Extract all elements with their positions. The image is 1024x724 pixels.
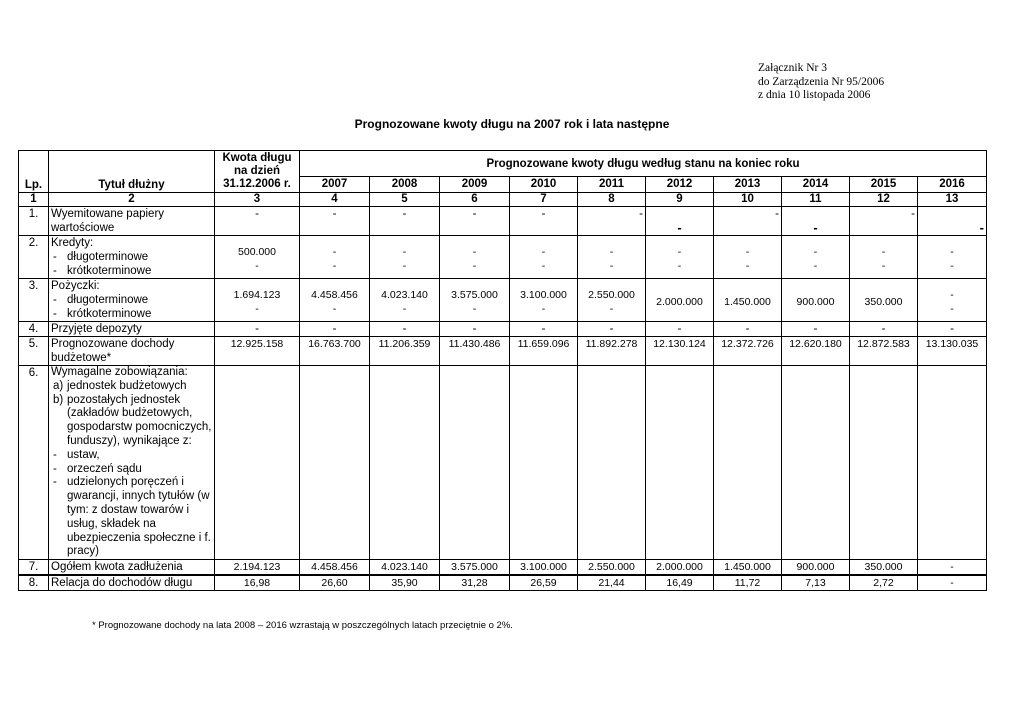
row-5-value: 16.763.700 bbox=[300, 337, 370, 366]
row-4-value: - bbox=[300, 322, 370, 337]
row-2-value-cell bbox=[510, 236, 578, 279]
row-3-value-2: - bbox=[255, 302, 259, 315]
row-1-title: Wyemitowane papiery wartościowe bbox=[49, 207, 215, 236]
row-3-value-1: 350.000 bbox=[864, 295, 903, 308]
row-7-value: 3.100.000 bbox=[510, 560, 578, 576]
row-7-value: - bbox=[918, 560, 987, 576]
row-2-value-1: - bbox=[609, 245, 614, 258]
row-2-value-2: - bbox=[255, 259, 259, 272]
row-6-value-cell bbox=[714, 366, 782, 560]
row-6-item-d2: orzeczeń sądu bbox=[67, 462, 142, 475]
row-3-value-1: 3.100.000 bbox=[520, 288, 567, 301]
row-2-value-cell bbox=[300, 236, 370, 279]
row-2-value-1: - bbox=[881, 245, 886, 258]
table-row-4 bbox=[19, 322, 987, 337]
row-3-value-2: - bbox=[332, 302, 337, 315]
row-2-value-2: - bbox=[402, 259, 407, 272]
row-6-value-cell bbox=[370, 366, 440, 560]
table-row-3 bbox=[19, 279, 987, 322]
row-3-value-2: - bbox=[541, 302, 546, 315]
row-3-value-cell bbox=[578, 279, 646, 322]
row-7-lp: 7. bbox=[19, 560, 49, 576]
row-4-value: - bbox=[215, 322, 300, 337]
column-number: 3 bbox=[215, 193, 300, 207]
row-5-lp: 5. bbox=[19, 337, 49, 366]
row-5-title: Prognozowane dochody budżetowe* bbox=[49, 337, 215, 366]
bullet-dash: - bbox=[53, 308, 57, 320]
row-3-value-cell bbox=[440, 279, 510, 322]
table-row-6 bbox=[19, 366, 987, 560]
row-8-value: 26,60 bbox=[300, 575, 370, 591]
bullet-dash: - bbox=[53, 265, 57, 277]
row-3-value-cell bbox=[918, 279, 987, 322]
row-4-value: - bbox=[510, 322, 578, 337]
column-number-row bbox=[19, 193, 987, 207]
row-2-value-1: - bbox=[677, 245, 682, 258]
year-header: 2011 bbox=[578, 177, 646, 193]
table-row-1 bbox=[19, 207, 987, 236]
row-4-value: - bbox=[850, 322, 918, 337]
row-8-title: Relacja do dochodów długu bbox=[49, 575, 215, 591]
row-8-lp: 8. bbox=[19, 575, 49, 591]
row-8-value: - bbox=[918, 575, 987, 591]
row-3-value-1: 1.694.123 bbox=[233, 288, 281, 301]
row-1-value: - bbox=[510, 207, 578, 236]
year-header: 2012 bbox=[646, 177, 714, 193]
row-3-value-2: - bbox=[472, 302, 477, 315]
row-6-item-b: pozostałych jednostek (zakładów budżetowych, gospodarstw pomocniczych, funduszy), wynikające z: bbox=[67, 393, 212, 447]
row-2-value-cell bbox=[918, 236, 987, 279]
row-4-value: - bbox=[370, 322, 440, 337]
header-title: Tytuł dłużny bbox=[49, 151, 215, 193]
row-5-value: 12.130.124 bbox=[646, 337, 714, 366]
row-1-value: - bbox=[850, 207, 918, 236]
row-5-value: 12.372.726 bbox=[714, 337, 782, 366]
row-6-title-cell bbox=[49, 366, 215, 560]
row-1-value: - bbox=[215, 207, 300, 236]
row-5-value: 11.206.359 bbox=[370, 337, 440, 366]
row-3-title: Pożyczki: bbox=[51, 280, 100, 292]
row-4-lp: 4. bbox=[19, 322, 49, 337]
header-lp: Lp. bbox=[19, 151, 49, 193]
row-6-value-cell bbox=[782, 366, 850, 560]
row-8-value: 21,44 bbox=[578, 575, 646, 591]
row-6-item-d3: udzielonych poręczeń i gwarancji, innych tytułów (w tym: z dostaw towarów i usług, składek na ubezpieczenia społeczne i f. pracy) bbox=[67, 476, 211, 558]
row-2-value-2: - bbox=[472, 259, 477, 272]
row-2-value-2: - bbox=[332, 259, 337, 272]
row-7-value: 3.575.000 bbox=[440, 560, 510, 576]
row-3-value-1: 1.450.000 bbox=[724, 295, 771, 308]
row-4-value: - bbox=[714, 322, 782, 337]
row-4-value: - bbox=[578, 322, 646, 337]
column-number: 10 bbox=[714, 193, 782, 207]
row-8-value: 31,28 bbox=[440, 575, 510, 591]
year-header: 2014 bbox=[782, 177, 850, 193]
row-1-lp: 1. bbox=[19, 207, 49, 236]
footnote: * Prognozowane dochody na lata 2008 – 2016 wzrastają w poszczególnych latach przeciętnie o 2%. bbox=[92, 620, 513, 631]
row-7-value: 350.000 bbox=[850, 560, 918, 576]
row-6-value-cell bbox=[300, 366, 370, 560]
table-row-8 bbox=[19, 575, 987, 591]
row-3-value-1: 2.550.000 bbox=[588, 288, 635, 301]
row-2-value-1: - bbox=[745, 245, 750, 258]
row-6-marker-b: b) bbox=[53, 393, 64, 406]
row-4-value: - bbox=[782, 322, 850, 337]
row-3-value-cell bbox=[714, 279, 782, 322]
column-number: 1 bbox=[19, 193, 49, 207]
column-number: 9 bbox=[646, 193, 714, 207]
row-2-value-cell bbox=[782, 236, 850, 279]
column-number: 2 bbox=[49, 193, 215, 207]
annex-line-1: Załącznik Nr 3 bbox=[758, 62, 827, 74]
row-8-value: 7,13 bbox=[782, 575, 850, 591]
row-3-value-1: 4.458.456 bbox=[311, 288, 358, 301]
row-2-value-1: 500.000 bbox=[238, 245, 276, 258]
row-2-value-cell bbox=[215, 236, 300, 279]
row-5-value: 12.620.180 bbox=[782, 337, 850, 366]
row-1-value: - bbox=[714, 207, 782, 236]
row-5-value: 12.872.583 bbox=[850, 337, 918, 366]
row-1-value: - bbox=[578, 207, 646, 236]
bullet-dash: - bbox=[53, 448, 57, 461]
row-8-value: 16,49 bbox=[646, 575, 714, 591]
row-3-value-1: 4.023.140 bbox=[381, 288, 428, 301]
row-2-value-cell bbox=[440, 236, 510, 279]
row-1-value: - bbox=[782, 207, 850, 236]
row-3-sub-1: długoterminowe bbox=[67, 294, 149, 306]
column-number: 11 bbox=[782, 193, 850, 207]
row-2-value-cell bbox=[370, 236, 440, 279]
row-6-value-cell bbox=[918, 366, 987, 560]
row-3-value-1: - bbox=[950, 288, 954, 301]
row-3-value-cell bbox=[215, 279, 300, 322]
year-header: 2013 bbox=[714, 177, 782, 193]
column-number: 6 bbox=[440, 193, 510, 207]
row-2-value-1: - bbox=[402, 245, 407, 258]
row-8-value: 2,72 bbox=[850, 575, 918, 591]
row-8-value: 35,90 bbox=[370, 575, 440, 591]
row-2-value-cell bbox=[646, 236, 714, 279]
row-2-value-cell bbox=[714, 236, 782, 279]
row-3-value-2: - bbox=[950, 302, 954, 315]
row-2-value-2: - bbox=[813, 259, 818, 272]
row-1-value: - bbox=[370, 207, 440, 236]
row-2-title: Kredyty: bbox=[51, 237, 94, 249]
annex-line-3: z dnia 10 listopada 2006 bbox=[758, 89, 871, 101]
column-number: 4 bbox=[300, 193, 370, 207]
row-1-value: - bbox=[300, 207, 370, 236]
row-2-value-1: - bbox=[950, 245, 954, 258]
row-3-lp: 3. bbox=[19, 279, 49, 322]
row-1-value: - bbox=[440, 207, 510, 236]
row-2-value-2: - bbox=[541, 259, 546, 272]
row-2-value-2: - bbox=[609, 259, 614, 272]
year-header: 2007 bbox=[300, 177, 370, 193]
row-6-title: Wymagalne zobowiązania: bbox=[51, 366, 188, 378]
row-6-value-cell bbox=[440, 366, 510, 560]
row-2-value-2: - bbox=[881, 259, 886, 272]
annex-line-2: do Zarządzenia Nr 95/2006 bbox=[758, 75, 885, 88]
row-7-value: 2.000.000 bbox=[646, 560, 714, 576]
row-5-value: 12.925.158 bbox=[215, 337, 300, 366]
column-number: 7 bbox=[510, 193, 578, 207]
row-3-value-2: - bbox=[402, 302, 407, 315]
table-row-2 bbox=[19, 236, 987, 279]
year-header: 2009 bbox=[440, 177, 510, 193]
year-header: 2015 bbox=[850, 177, 918, 193]
row-7-title: Ogółem kwota zadłużenia bbox=[49, 560, 215, 576]
row-2-title-cell bbox=[49, 236, 215, 279]
header-amount: Kwota długu na dzień 31.12.2006 r. bbox=[215, 151, 300, 193]
row-8-value: 26,59 bbox=[510, 575, 578, 591]
row-3-value-cell bbox=[370, 279, 440, 322]
row-2-value-1: - bbox=[541, 245, 546, 258]
bullet-dash: - bbox=[53, 462, 57, 475]
year-header: 2016 bbox=[918, 177, 987, 193]
column-number: 5 bbox=[370, 193, 440, 207]
row-8-value: 16,98 bbox=[215, 575, 300, 591]
row-6-value-cell bbox=[646, 366, 714, 560]
row-6-value-cell bbox=[510, 366, 578, 560]
bullet-dash: - bbox=[53, 251, 57, 263]
bullet-dash: - bbox=[53, 476, 57, 489]
row-2-value-1: - bbox=[472, 245, 477, 258]
row-5-value: 11.892.278 bbox=[578, 337, 646, 366]
row-7-value: 1.450.000 bbox=[714, 560, 782, 576]
row-6-marker-a: a) bbox=[53, 379, 64, 392]
row-6-value-cell bbox=[850, 366, 918, 560]
row-7-value: 4.458.456 bbox=[300, 560, 370, 576]
row-4-value: - bbox=[440, 322, 510, 337]
row-7-value: 4.023.140 bbox=[370, 560, 440, 576]
row-2-value-1: - bbox=[813, 245, 818, 258]
row-7-value: 2.550.000 bbox=[578, 560, 646, 576]
annex-reference bbox=[758, 62, 884, 103]
row-1-value: - bbox=[918, 207, 987, 236]
row-3-value-1: 900.000 bbox=[796, 295, 835, 308]
row-3-value-1: 2.000.000 bbox=[656, 295, 703, 308]
row-2-sub-1: długoterminowe bbox=[67, 251, 149, 263]
row-5-value: 13.130.035 bbox=[918, 337, 987, 366]
row-3-sub-2: krótkoterminowe bbox=[67, 308, 152, 320]
row-3-value-cell bbox=[850, 279, 918, 322]
row-6-item-d1: ustaw, bbox=[67, 448, 100, 461]
table-row-7 bbox=[19, 560, 987, 576]
table-row-5 bbox=[19, 337, 987, 366]
column-number: 13 bbox=[918, 193, 987, 207]
column-number: 8 bbox=[578, 193, 646, 207]
row-2-lp: 2. bbox=[19, 236, 49, 279]
debt-forecast-table bbox=[18, 150, 987, 591]
year-header: 2008 bbox=[370, 177, 440, 193]
column-number: 12 bbox=[850, 193, 918, 207]
row-1-value: - bbox=[646, 207, 714, 236]
row-5-value: 11.430.486 bbox=[440, 337, 510, 366]
row-6-value-cell bbox=[578, 366, 646, 560]
row-2-value-cell bbox=[850, 236, 918, 279]
row-2-value-cell bbox=[578, 236, 646, 279]
row-3-value-cell bbox=[510, 279, 578, 322]
row-4-value: - bbox=[918, 322, 987, 337]
document-title: Prognozowane kwoty długu na 2007 rok i lata następne bbox=[354, 117, 670, 131]
row-8-value: 11,72 bbox=[714, 575, 782, 591]
row-2-value-2: - bbox=[745, 259, 750, 272]
row-2-value-2: - bbox=[950, 259, 954, 272]
row-4-value: - bbox=[646, 322, 714, 337]
row-6-value-cell bbox=[215, 366, 300, 560]
year-header: 2010 bbox=[510, 177, 578, 193]
row-6-lp: 6. bbox=[19, 366, 49, 560]
row-3-value-cell bbox=[646, 279, 714, 322]
row-5-value: 11.659.096 bbox=[510, 337, 578, 366]
row-4-title: Przyjęte depozyty bbox=[49, 322, 215, 337]
row-2-value-2: - bbox=[677, 259, 682, 272]
row-2-value-1: - bbox=[332, 245, 337, 258]
bullet-dash: - bbox=[53, 294, 57, 306]
row-3-title-cell bbox=[49, 279, 215, 322]
row-3-value-cell bbox=[300, 279, 370, 322]
row-3-value-1: 3.575.000 bbox=[451, 288, 498, 301]
row-3-value-cell bbox=[782, 279, 850, 322]
row-6-item-a: jednostek budżetowych bbox=[67, 379, 187, 392]
header-forecast: Prognozowane kwoty długu według stanu na koniec roku bbox=[300, 151, 987, 177]
row-3-value-2: - bbox=[609, 302, 614, 315]
row-2-sub-2: krótkoterminowe bbox=[67, 265, 152, 277]
row-7-value: 2.194.123 bbox=[215, 560, 300, 576]
row-7-value: 900.000 bbox=[782, 560, 850, 576]
